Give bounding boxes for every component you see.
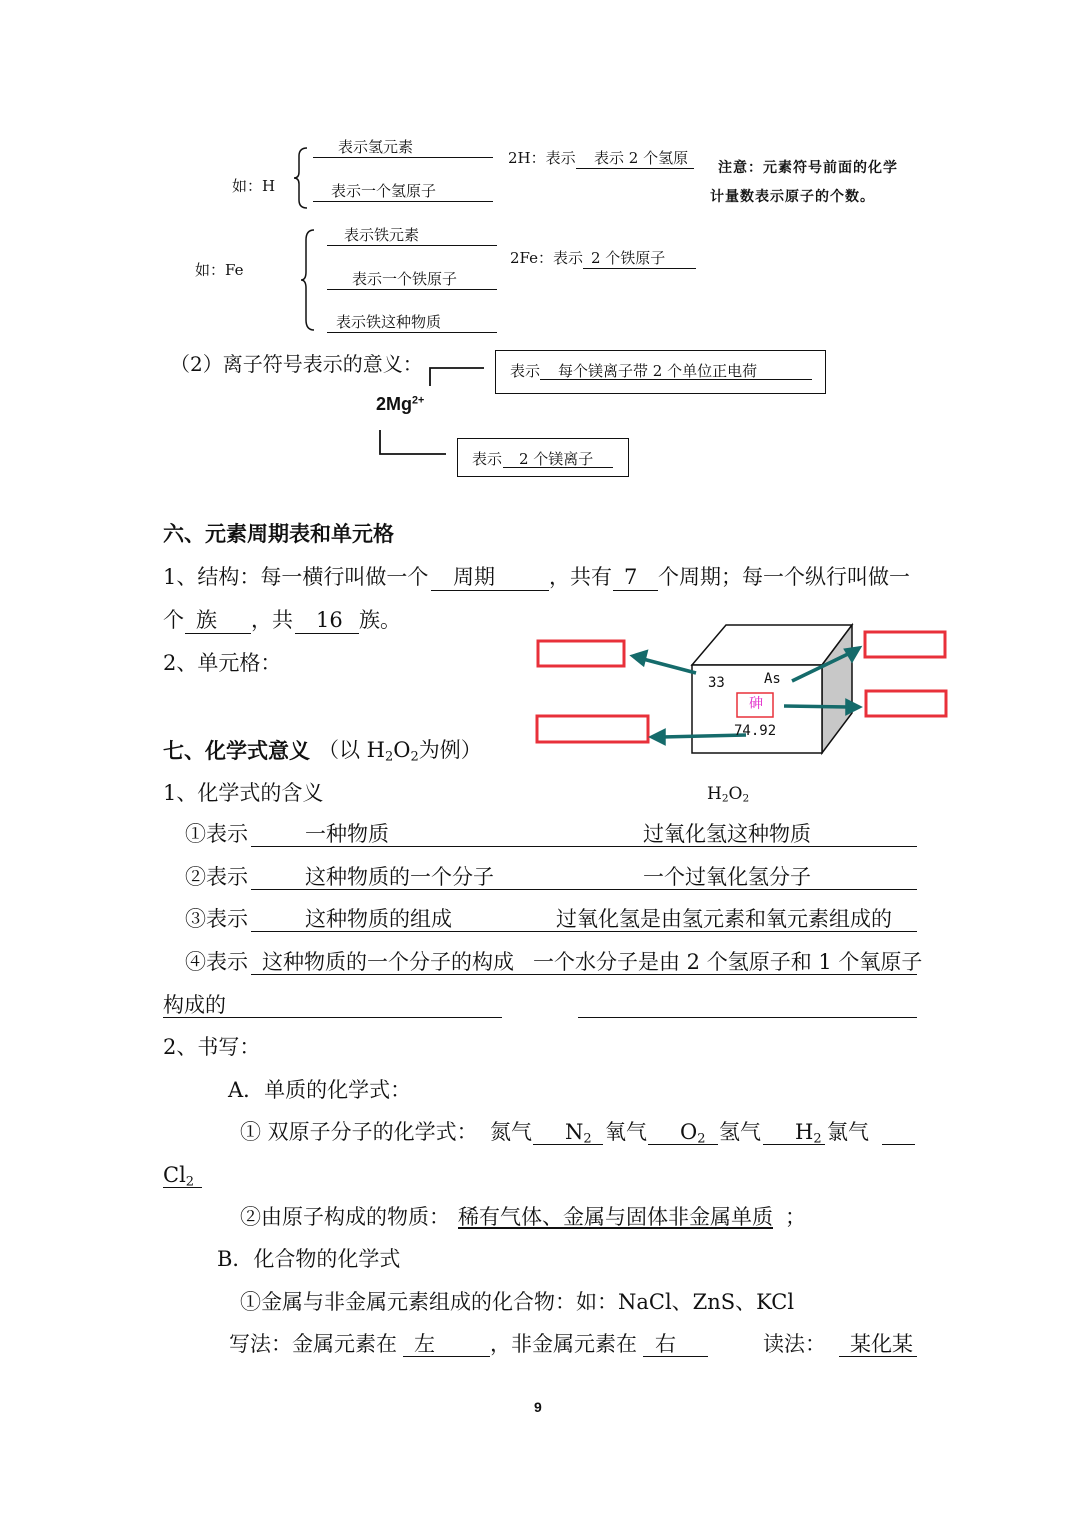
ion-heading: （2）离子符号表示的意义：: [170, 352, 423, 376]
s6-q1-text-c: 个周期；每一个纵行叫做一: [658, 565, 910, 589]
s6-q1-text-e: ，共: [251, 608, 293, 632]
s6-q2: 2、单元格：: [163, 651, 282, 675]
s7-b1-right-underline: [643, 1356, 708, 1357]
note-line2: 计量数表示原子的个数。: [710, 189, 875, 205]
two-fe-prefix: 2Fe：表示: [510, 249, 584, 267]
s7-a1-o2: $O_2$: [680, 1120, 706, 1147]
s6-q1-blank-count: 7: [624, 565, 638, 589]
h-line2-underline: [313, 201, 493, 202]
s7-row4-prefix: ④表示: [185, 950, 248, 974]
two-h-prefix: 2H：表示: [508, 149, 576, 167]
label-box-symbol: [865, 632, 945, 657]
element-name: 砷: [749, 696, 763, 712]
label-box-mass: [537, 716, 648, 742]
s7-row4-cont-underline-left: [163, 1017, 502, 1018]
fe-meaning-element: 表示铁元素: [344, 226, 420, 244]
s7-a1-cl2-underline-b: [163, 1187, 202, 1188]
s7-row4-underline: [251, 974, 917, 975]
h-meaning-atom: 表示一个氢原子: [331, 182, 437, 200]
s6-q1-blank-group: 族: [196, 608, 217, 632]
s7-row3-underline: [251, 931, 917, 932]
ion-symbol: $2Mg^{2+}$: [376, 394, 425, 414]
h-line1-underline: [313, 157, 493, 158]
s7-a1-n2: $N_2$: [565, 1120, 592, 1147]
s6-q1-blank-groups: 16: [316, 608, 343, 632]
s7-row4-example: 一个水分子是由 2 个氢原子和 1 个氧原子: [533, 950, 923, 974]
s7-row2-example: 一个过氧化氢分子: [643, 865, 811, 889]
s7-a1-cl2-label: 氯气: [827, 1120, 869, 1144]
ion-box1-prefix: 表示: [510, 362, 541, 380]
s7-row3-meaning: 这种物质的组成: [305, 907, 452, 931]
h-brace: [293, 146, 311, 210]
s7-a2-value: 稀有气体、金属与固体非金属单质: [458, 1205, 773, 1229]
s7-b1-left: 左: [414, 1332, 435, 1356]
fe-line3-underline: [327, 332, 497, 333]
s7-row3-example: 过氧化氢是由氢元素和氧元素组成的: [556, 907, 892, 931]
s7-a1-n2-underline: [533, 1144, 603, 1145]
s6-q1-text-f: 族。: [359, 608, 401, 632]
s7-a2-prefix: ②由原子构成的物质：: [240, 1205, 450, 1229]
s7-row2-underline: [251, 889, 917, 890]
s7-a1-h2-underline: [763, 1144, 825, 1145]
section7-title: 七、化学式意义: [163, 738, 310, 763]
label-box-name: [866, 691, 946, 716]
two-h-value: 表示 2 个氢原: [594, 149, 689, 167]
s6-q1-blank3-underline: [185, 633, 251, 634]
section7-title-paren: （以 $H_2O_2$为例）: [318, 738, 482, 765]
s7-a1-h2-label: 氢气: [719, 1120, 761, 1144]
s6-q1-text-d: 个: [163, 608, 184, 632]
s7-formula-h2o2: $H_2O_2$: [707, 784, 750, 805]
s7-row2-meaning: 这种物质的一个分子: [305, 865, 494, 889]
s7-a1-prefix: ① 双原子分子的化学式：: [240, 1120, 478, 1144]
s7-a1-h2: $H_2$: [795, 1120, 822, 1147]
s7-b1-read-underline: [839, 1356, 917, 1357]
page-number: 9: [534, 1399, 542, 1415]
s7-a1-o2-underline: [648, 1144, 718, 1145]
arrow-name: [784, 706, 848, 707]
s7-a1-n2-label: 氮气: [490, 1120, 532, 1144]
fe-line1-underline: [327, 245, 497, 246]
s7-a1-o2-label: 氧气: [605, 1120, 647, 1144]
fe-line2-underline: [327, 289, 497, 290]
s7-b1-write-a: 写法：金属元素在: [229, 1332, 397, 1356]
s7-row4-cont-underline-right: [578, 1017, 917, 1018]
s7-b1-right: 右: [655, 1332, 676, 1356]
s7-b1-read-value: 某化某: [850, 1332, 913, 1356]
s7-a1-cl2: $Cl_2$: [163, 1163, 195, 1190]
h-example-label: 如：H: [232, 177, 276, 195]
s6-q1-text-b: ，共有: [549, 565, 612, 589]
s6-q1-blank-period: 周期: [453, 565, 495, 589]
s7-row2-prefix: ②表示: [185, 865, 248, 889]
s7-row1-example: 过氧化氢这种物质: [643, 822, 811, 846]
fe-meaning-substance: 表示铁这种物质: [336, 313, 442, 331]
s6-q1-blank2-underline: [613, 590, 658, 591]
s7-b1-left-underline: [403, 1356, 490, 1357]
element-symbol: As: [764, 671, 781, 687]
fe-example-label: 如：Fe: [195, 261, 244, 279]
s7-row3-prefix: ③表示: [185, 907, 248, 931]
s7-a1-cl2-underline-a: [882, 1144, 915, 1145]
s7-b1-write-b: ，非金属元素在: [490, 1332, 637, 1356]
two-h-underline: [576, 168, 694, 169]
h-meaning-element: 表示氢元素: [338, 138, 414, 156]
two-fe-value: 2 个铁原子: [591, 249, 666, 267]
ion-box2-prefix: 表示: [472, 450, 503, 468]
note-line1: 注意：元素符号前面的化学: [718, 160, 898, 176]
s7-a-title: A．单质的化学式：: [228, 1078, 412, 1102]
section6-title: 六、元素周期表和单元格: [163, 521, 394, 546]
ion-box2-value: 2 个镁离子: [519, 450, 594, 468]
label-box-atomic-number: [538, 641, 624, 666]
s7-b1-read: 读法：: [763, 1332, 826, 1356]
s7-b1: ①金属与非金属元素组成的化合物：如：NaCl、ZnS、KCl: [240, 1290, 795, 1314]
s6-q1-text-a: 1、结构：每一横行叫做一个: [163, 565, 429, 589]
s7-a2-end: ；: [785, 1205, 806, 1229]
s7-row4-continuation: 构成的: [163, 993, 226, 1017]
s7-q1: 1、化学式的含义: [163, 781, 324, 805]
s7-row1-prefix: ①表示: [185, 822, 248, 846]
fe-brace: [300, 228, 318, 332]
s7-q2: 2、书写：: [163, 1035, 261, 1059]
arrow-atomic-number: [643, 659, 696, 673]
ion-box1-value: 每个镁离子带 2 个单位正电荷: [558, 362, 758, 380]
two-fe-underline: [583, 268, 696, 269]
ion-box2-underline: [503, 467, 613, 468]
s7-row1-underline: [251, 846, 917, 847]
s6-q1-blank1-underline: [431, 590, 549, 591]
element-atomic-mass: 74.92: [734, 723, 777, 739]
s7-row4-meaning: 这种物质的一个分子的构成: [262, 950, 514, 974]
s7-row1-meaning: 一种物质: [305, 822, 389, 846]
ion-box1-underline: [540, 379, 812, 380]
s6-q1-blank4-underline: [295, 633, 359, 634]
s7-b-title: B．化合物的化学式: [217, 1247, 401, 1271]
element-atomic-number: 33: [708, 675, 725, 691]
fe-meaning-atom: 表示一个铁原子: [352, 270, 458, 288]
